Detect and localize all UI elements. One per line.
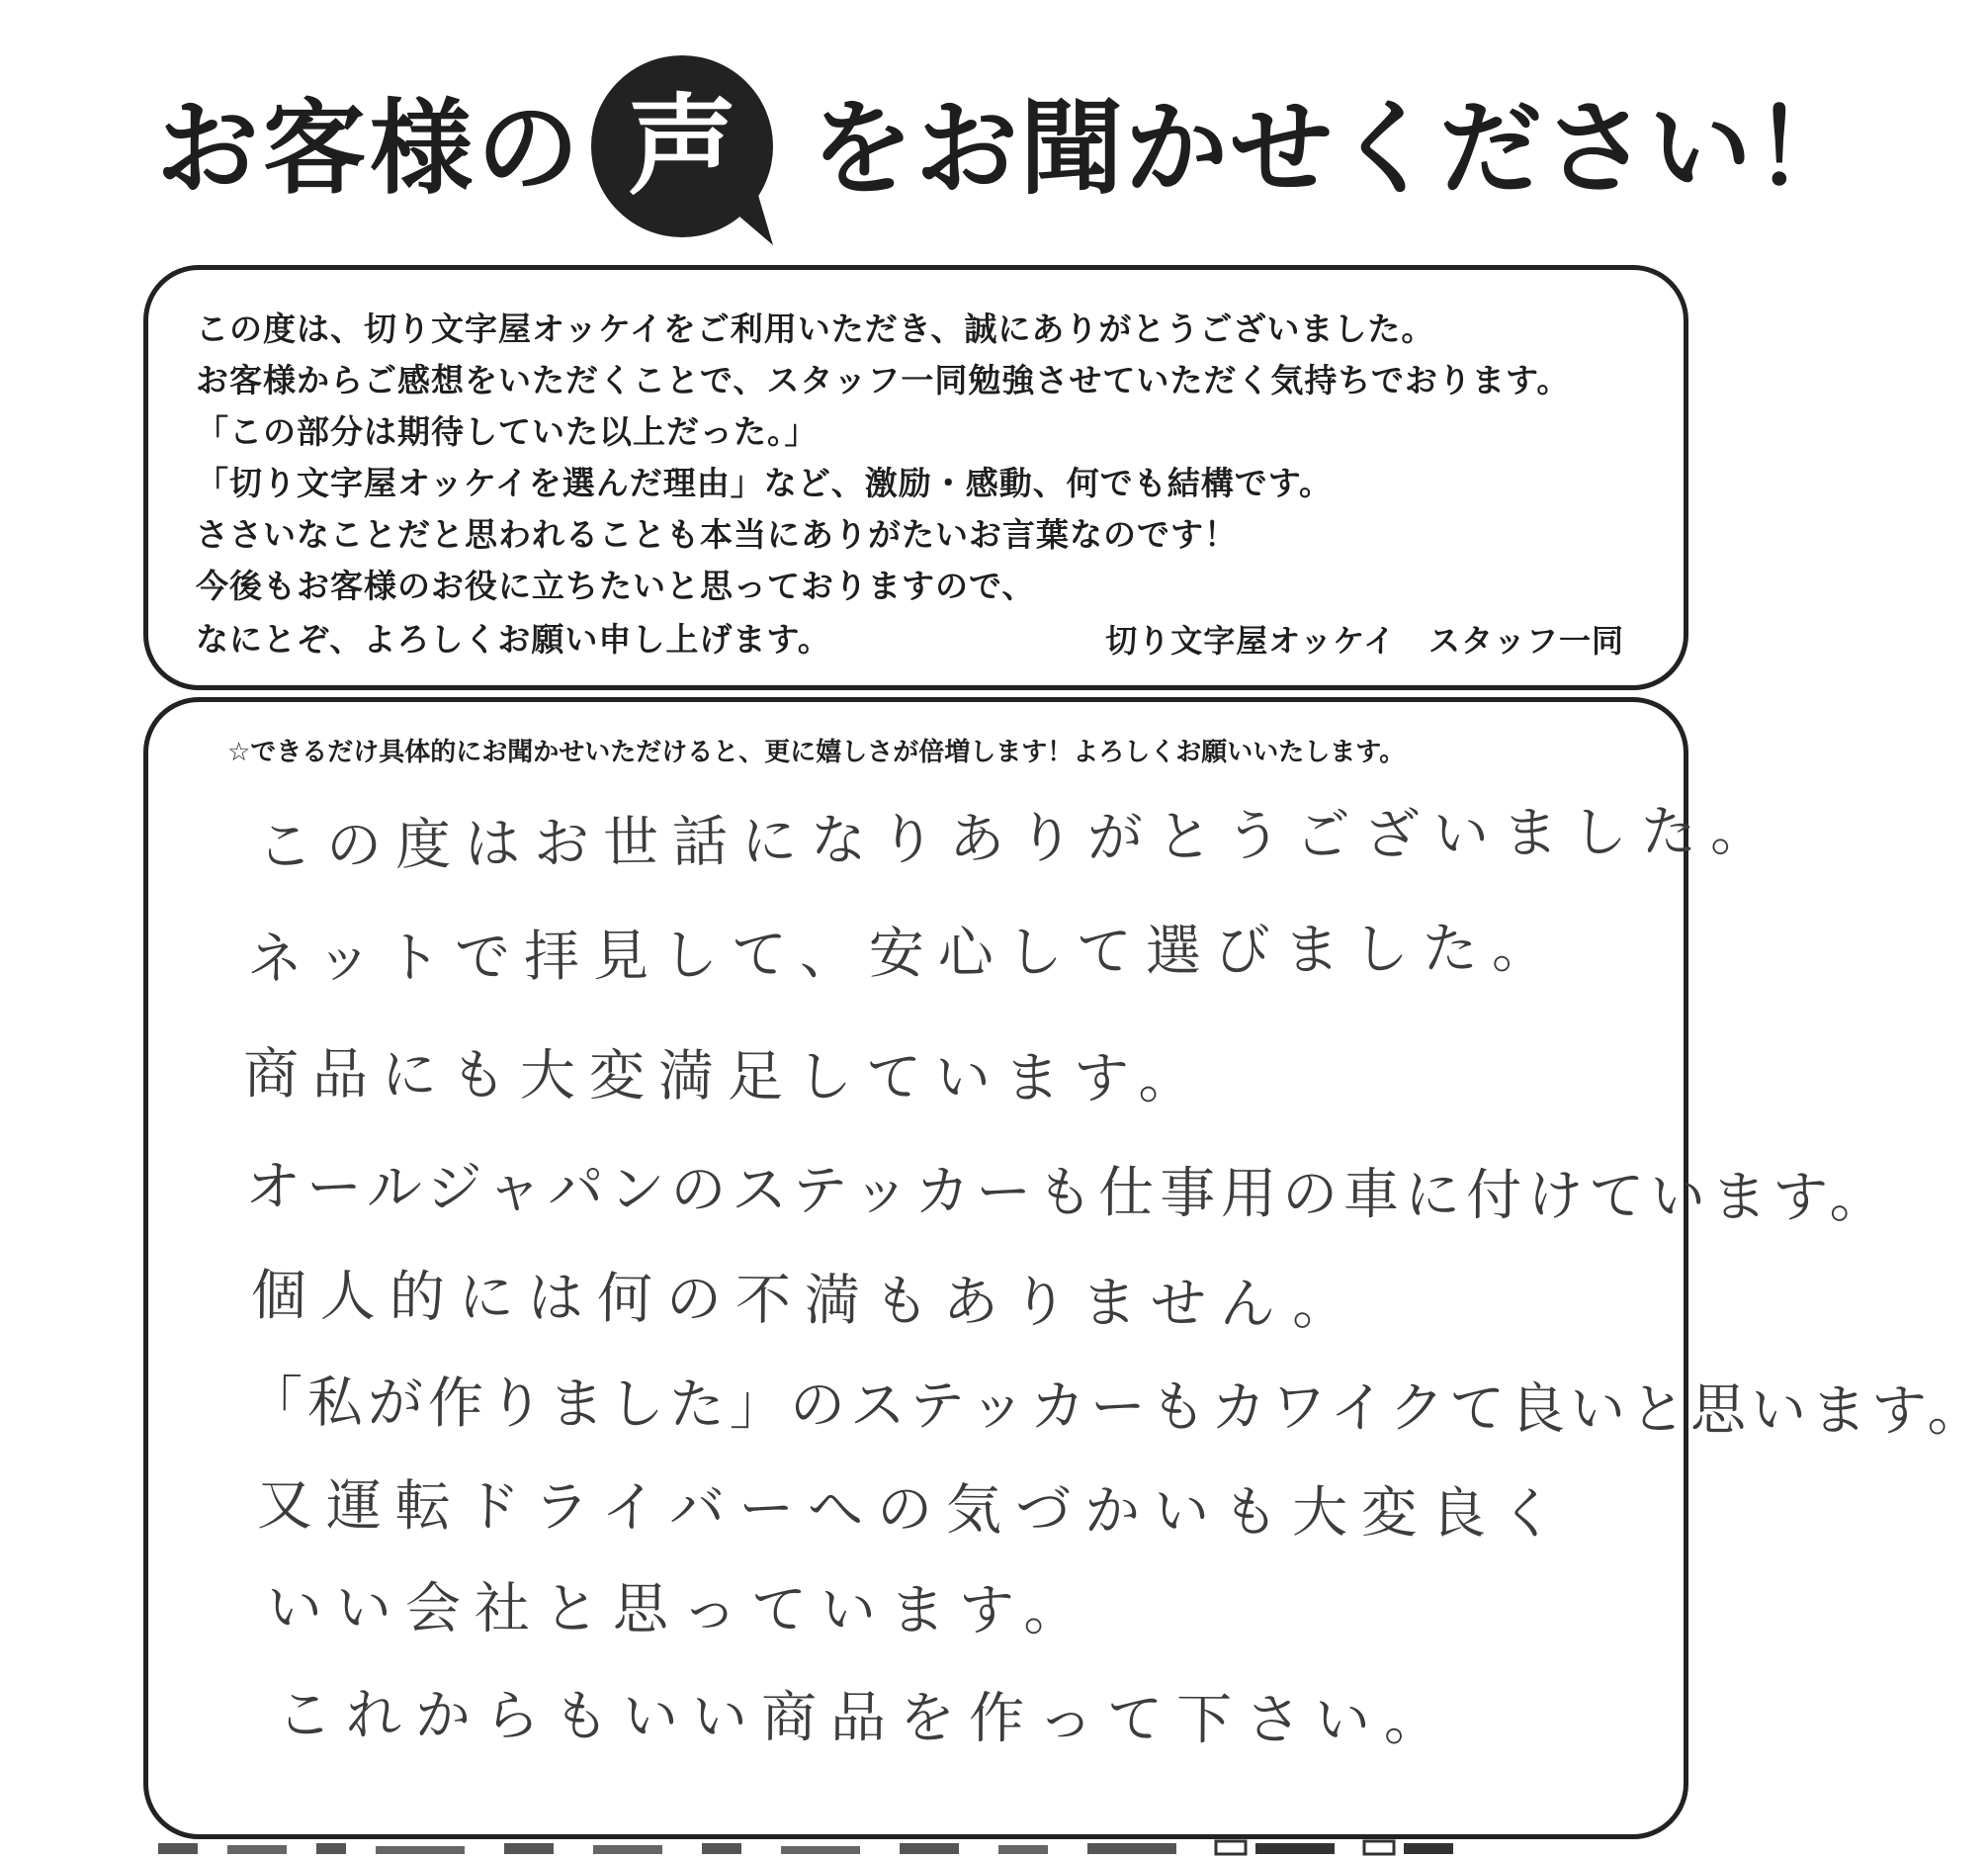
title-bubble-char: 声 — [628, 83, 736, 210]
handwritten-line: 「私が作りました」のステッカーもカワイクて良いと思います。 — [246, 1371, 1988, 1445]
title-after: をお聞かせください！ — [811, 88, 1859, 209]
intro-line: ささいなことだと思われることも本当にありがたいお言葉なのです！ — [196, 515, 1238, 554]
handwritten-line: 又運転ドライバーへの気づかいも大変良く — [256, 1473, 1570, 1548]
intro-line: 「切り文字屋オッケイを選んだ理由」など、激励・感動、何でも結構です。 — [196, 464, 1334, 502]
handwritten-line: 個人的には何の不満もありません。 — [250, 1264, 1362, 1338]
speech-bubble — [583, 51, 801, 249]
customer-response-box — [143, 697, 1988, 1839]
intro-line: 今後もお客様のお役に立ちたいと思っておりますので、 — [196, 567, 1036, 605]
response-prompt: ☆できるだけ具体的にお聞かせいただけると、更に嬉しさが倍増します！よろしくお願いいたします。 — [227, 738, 1406, 767]
handwritten-line: これからもいい商品を作って下さい。 — [276, 1683, 1454, 1754]
intro-message-box — [143, 265, 1688, 690]
intro-line: 「この部分は期待していた以上だった。」 — [196, 412, 819, 451]
intro-line: なにとぞ、よろしくお願い申し上げます。 — [196, 620, 831, 659]
title-before: お客様の — [156, 88, 584, 209]
intro-line: この度は、切り文字屋オッケイをご利用いただき、誠にありがとうございました。 — [196, 310, 1435, 348]
intro-signature: 切り文字屋オッケイ スタッフ一同 — [1105, 622, 1624, 660]
cropped-footer — [148, 1837, 1779, 1854]
handwritten-line: オールジャパンのステッカーも仕事用の車に付けています。 — [244, 1155, 1891, 1231]
handwritten-line: いい会社と思っています。 — [266, 1576, 1093, 1643]
cropped-footer-marks — [148, 1837, 1779, 1854]
handwritten-line: ネットで拝見して、安心して選びました。 — [246, 916, 1562, 992]
intro-line: お客様からご感想をいただくことで、スタッフ一同勉強させていただく気持ちでおります。 — [196, 361, 1571, 399]
handwritten-line: この度はお世話になりありがとうございました。 — [256, 798, 1780, 879]
page-header — [148, 51, 1859, 249]
handwritten-line: 商品にも大変満足しています。 — [242, 1042, 1208, 1112]
